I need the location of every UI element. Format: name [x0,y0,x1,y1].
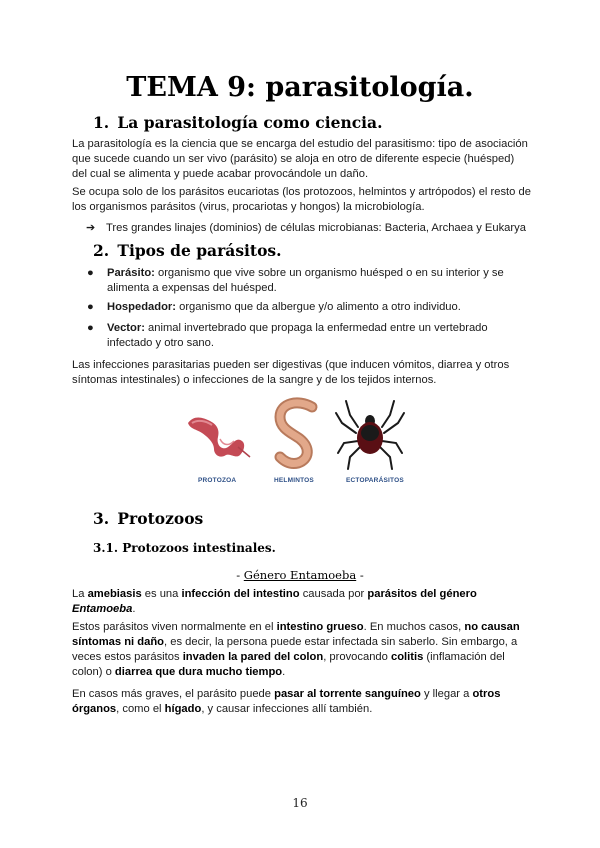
bullet-icon: ● [87,322,94,334]
page-number: 16 [292,796,308,810]
bullet-term: Vector: [107,322,145,334]
section-3-number: 3. [93,509,110,528]
bullet-term: Parásito: [107,267,155,279]
arrow-list-item [86,221,536,236]
arrow-icon: ➔ [86,222,96,234]
amebiasis-paragraph: La amebiasis es una infección del intestino causada por parásitos del género Entamoeba. [72,588,477,615]
section-1-number: 1. [93,113,110,132]
subsection-heading: 3.1. Protozoos intestinales. [93,541,276,555]
genus-heading-prefix: - [236,568,244,582]
arrow-list-item-text: Tres grandes linajes (dominios) de células microbianas: Bacteria, Archaea y Eukarya [106,222,526,234]
ectoparasites-caption: ECTOPARÁSITOS [346,477,404,484]
bullet-item-parasito [87,266,517,296]
genus-heading-text: Género Entamoeba [243,568,357,582]
bullet-term: Hospedador: [107,301,176,313]
genus-heading-suffix: - [356,568,364,582]
severe-cases-paragraph: En casos más graves, el parásito puede pasar al torrente sanguíneo y llegar a otros órganos, como el hígado, y causar infecciones allí también. [72,688,501,715]
bullet-icon: ● [87,267,94,279]
section-2-heading [93,241,282,260]
genus-heading [0,568,600,582]
helminths-caption: HELMINTOS [274,477,314,484]
section-1-paragraph-1: La parasitología es la ciencia que se encarga del estudio del parasitismo: tipo de asociación que sucede cuando un ser vivo (parásito) se aloja en otro de diferente especie (huésped) del cual se alimenta y puede acabar provocándole un daño. [72,138,528,180]
page-title: TEMA 9: parasitología. [126,72,474,103]
parasite-types-figure [180,393,420,493]
protozoa-caption: PROTOZOA [198,477,237,484]
bullet-text: animal invertebrado que propaga la enfermedad entre un vertebrado infectado y otro sano. [107,322,488,349]
section-3-title: Protozoos [117,509,204,528]
section-1-paragraph-2: Se ocupa solo de los parásitos eucariotas (los protozoos, helmintos y artrópodos) el resto de los organismos parásitos (virus, procariotas y hongos) la microbiología. [72,186,531,213]
section-3-heading [93,509,203,528]
bullet-text: organismo que da albergue y/o alimento a otro individuo. [176,301,461,313]
section-2-number: 2. [93,241,110,260]
section-2-title: Tipos de parásitos. [117,241,282,260]
bullet-item-hospedador [87,300,517,315]
bullet-icon: ● [87,301,94,313]
helminth-illustration [280,403,312,464]
protozoa-illustration [188,418,250,458]
ectoparasite-illustration [336,401,404,469]
bullet-text: organismo que vive sobre un organismo huésped o en su interior y se alimenta a expensas del huésped. [107,267,504,294]
habitat-paragraph: Estos parásitos viven normalmente en el intestino grueso. En muchos casos, no causan síntomas ni daño, es decir, la persona puede estar infectada sin saberlo. Sin embargo, a veces estos parásitos invaden la pared del colon, provocando colitis (inflamación del colon) o diarrea que dura mucho tiempo. [72,621,520,678]
bullet-item-vector [87,321,517,351]
section-1-title: La parasitología como ciencia. [117,113,383,132]
section-1-heading [93,113,382,132]
section-2-paragraph: Las infecciones parasitarias pueden ser digestivas (que inducen vómitos, diarrea y otros síntomas intestinales) o infecciones de la sangre y de los tejidos internos. [72,359,510,386]
